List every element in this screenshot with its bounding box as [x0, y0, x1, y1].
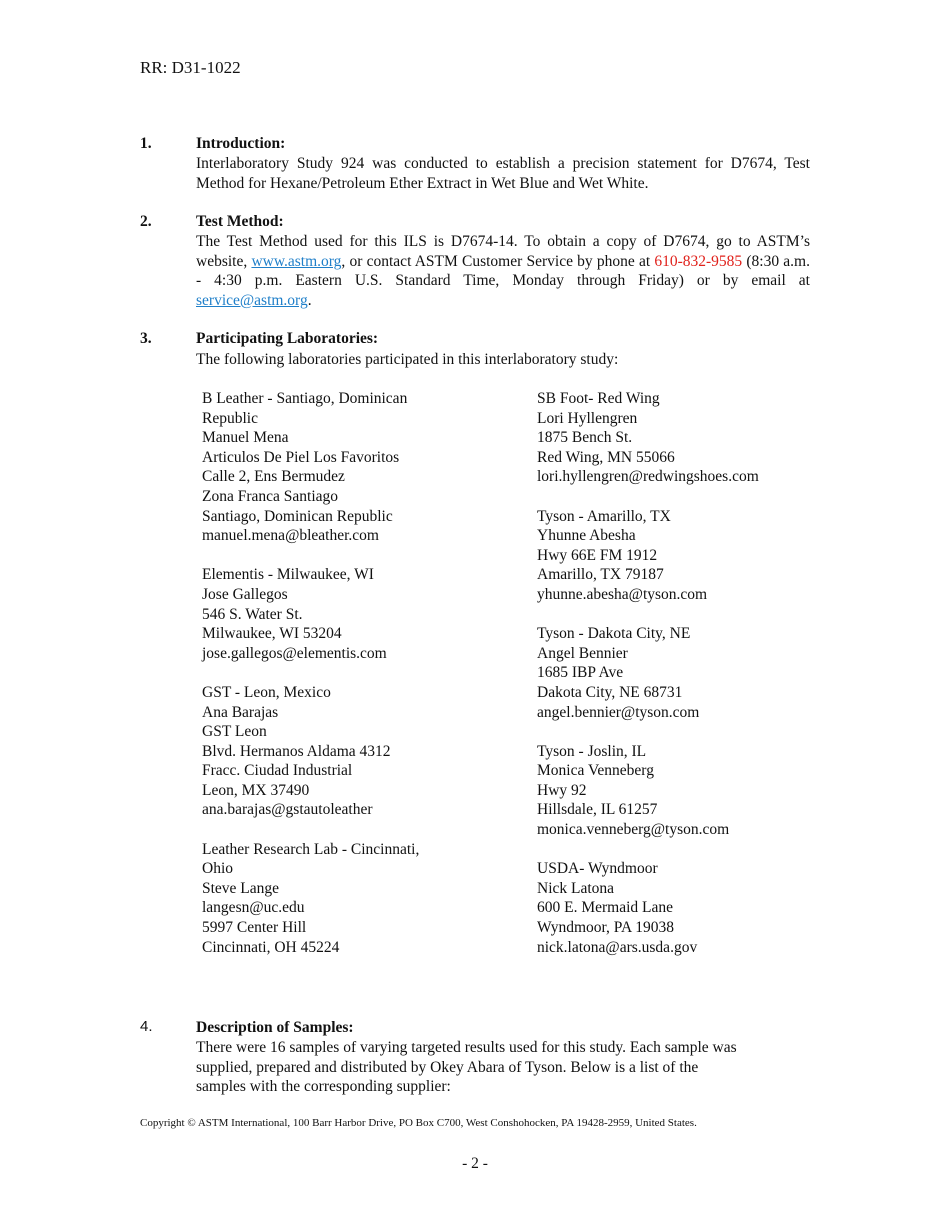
lab-line: nick.latona@ars.usda.gov [537, 938, 698, 956]
labs-right-column [537, 389, 837, 977]
lab-entry [202, 683, 522, 820]
lab-line: GST - Leon, Mexico [202, 683, 331, 701]
lab-line: monica.venneberg@tyson.com [537, 821, 730, 839]
lab-line: yhunne.abesha@tyson.com [537, 585, 708, 603]
labs-left-column [202, 389, 522, 977]
lab-line: Angel Bennier [537, 644, 628, 662]
lab-line: Hwy 92 [537, 781, 587, 799]
lab-line: Dakota City, NE 68731 [537, 683, 683, 701]
section-4-number: 4. [140, 1018, 153, 1035]
section-3-number: 3. [140, 330, 152, 347]
lab-line: B Leather - Santiago, Dominican [202, 390, 408, 407]
lab-line: Tyson - Amarillo, TX [537, 507, 671, 525]
lab-line: GST Leon [202, 723, 267, 741]
lab-line: 1685 IBP Ave [537, 664, 624, 682]
lab-line: Monica Venneberg [537, 762, 654, 780]
lab-line: Hillsdale, IL 61257 [537, 801, 658, 819]
lab-line: Leon, MX 37490 [202, 781, 310, 799]
section-4-line: supplied, prepared and distributed by Okey Abara of Tyson. Below is a list of the [196, 1058, 699, 1076]
lab-line: 1875 Bench St. [537, 429, 633, 447]
test-method-text-1: The Test Method used for this ILS is D7674-14. To obtain a copy of D7674, go to ASTM’s website, [196, 233, 810, 270]
service-email-link[interactable]: service@astm.org [196, 291, 308, 309]
section-3-title: Participating Laboratories: [196, 330, 379, 347]
lab-entry [537, 389, 837, 487]
lab-line: Lori Hyllengren [537, 409, 638, 427]
lab-line: Red Wing, MN 55066 [537, 448, 675, 466]
lab-line: Nick Latona [537, 879, 615, 897]
lab-entry [202, 840, 522, 958]
lab-entry [537, 624, 837, 722]
lab-line: 546 S. Water St. [202, 605, 303, 623]
customer-service-phone: 610-832-9585 [654, 252, 743, 270]
lab-line: Blvd. Hermanos Aldama 4312 [202, 742, 391, 760]
lab-line: Elementis - Milwaukee, WI [202, 566, 374, 584]
section-3-intro: The following laboratories participated in this interlaboratory study: [196, 351, 619, 368]
lab-line: Zona Franca Santiago [202, 487, 339, 505]
lab-line: lori.hyllengren@redwingshoes.com [537, 468, 759, 486]
lab-line: Ohio [202, 860, 233, 878]
lab-line: Calle 2, Ens Bermudez [202, 468, 345, 486]
test-method-text-3: (8:30 a.m. - 4:30 p.m. Eastern U.S. Standard Time, Monday through Friday) or by email at [196, 252, 810, 290]
lab-line: Hwy 66E FM 1912 [537, 546, 658, 564]
lab-line: USDA- Wyndmoor [537, 860, 658, 878]
section-4-line: There were 16 samples of varying targeted results used for this study. Each sample was [196, 1039, 737, 1056]
lab-line: Republic [202, 409, 258, 427]
section-2-body [196, 232, 810, 310]
lab-line: Fracc. Ciudad Industrial [202, 762, 353, 780]
section-2-number: 2. [140, 213, 152, 230]
lab-entry [202, 389, 522, 546]
section-2-title: Test Method: [196, 213, 284, 230]
lab-line: Jose Gallegos [202, 585, 288, 603]
lab-entry [202, 565, 522, 663]
lab-line: Wyndmoor, PA 19038 [537, 919, 674, 937]
lab-line: jose.gallegos@elementis.com [202, 644, 387, 662]
lab-line: Milwaukee, WI 53204 [202, 625, 342, 643]
page-number: - 2 - [462, 1155, 488, 1172]
lab-line: Articulos De Piel Los Favoritos [202, 448, 400, 466]
report-id-header: RR: D31-1022 [140, 58, 241, 77]
lab-line: Amarillo, TX 79187 [537, 566, 664, 584]
section-1-number: 1. [140, 135, 152, 152]
lab-line: Tyson - Dakota City, NE [537, 625, 691, 643]
lab-line: Steve Lange [202, 879, 280, 897]
astm-website-link[interactable]: www.astm.org [251, 252, 342, 270]
section-1-title: Introduction: [196, 135, 286, 152]
section-4-line: samples with the corresponding supplier: [196, 1078, 451, 1096]
test-method-text-2: , or contact ASTM Customer Service by phone at [341, 252, 655, 270]
lab-line: manuel.mena@bleather.com [202, 527, 379, 545]
lab-line: 5997 Center Hill [202, 919, 307, 937]
lab-line: Ana Barajas [202, 703, 279, 721]
lab-entry [537, 507, 837, 605]
lab-line: SB Foot- Red Wing [537, 390, 660, 407]
lab-line: Manuel Mena [202, 429, 289, 447]
copyright-footer: Copyright © ASTM International, 100 Barr Harbor Drive, PO Box C700, West Conshohocken, PA 19428-2959, United States. [140, 1117, 697, 1129]
lab-entry [537, 859, 837, 957]
lab-line: Cincinnati, OH 45224 [202, 938, 340, 956]
lab-line: 600 E. Mermaid Lane [537, 899, 674, 917]
lab-line: langesn@uc.edu [202, 899, 305, 917]
lab-line: Tyson - Joslin, IL [537, 742, 647, 760]
lab-line: Leather Research Lab - Cincinnati, [202, 840, 420, 858]
lab-entry [537, 742, 837, 840]
section-4-title: Description of Samples: [196, 1019, 354, 1036]
lab-line: angel.bennier@tyson.com [537, 703, 700, 721]
lab-line: Yhunne Abesha [537, 527, 636, 545]
test-method-text-4: . [307, 291, 312, 309]
lab-line: Santiago, Dominican Republic [202, 507, 393, 525]
lab-line: ana.barajas@gstautoleather [202, 801, 373, 819]
section-4-body [196, 1038, 810, 1097]
section-1-body: Interlaboratory Study 924 was conducted to establish a precision statement for D7674, Test Method for Hexane/Petroleum Ether Extract in Wet Blue and Wet White. [196, 155, 810, 192]
